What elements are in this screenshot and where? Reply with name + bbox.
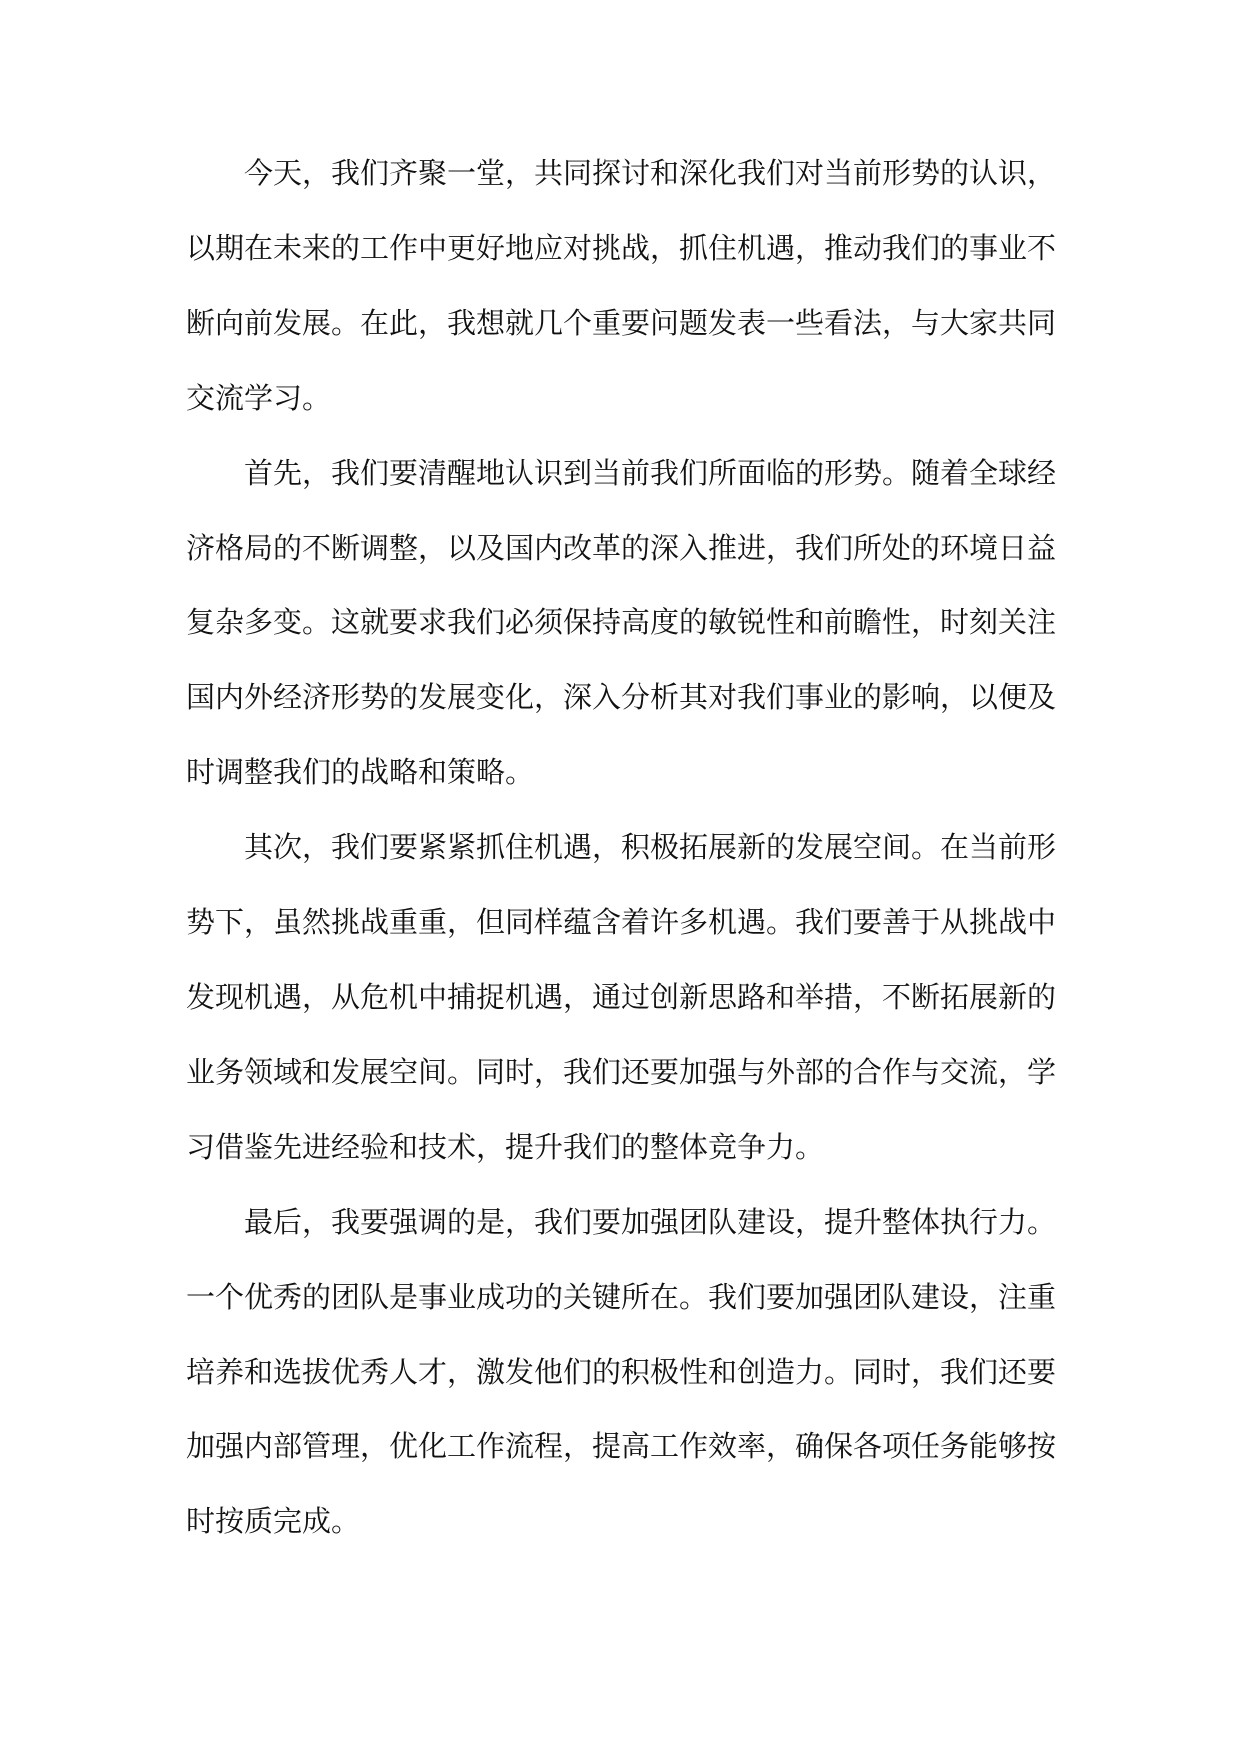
paragraph-opening: 今天，我们齐聚一堂，共同探讨和深化我们对当前形势的认识，以期在未来的工作中更好地应对挑战，抓住机遇，推动我们的事业不断向前发展。在此，我想就几个重要问题发表一些看法，与大家共同交流学习。 (186, 156, 1057, 415)
document-body (186, 136, 1056, 1559)
paragraph-final-point: 最后，我要强调的是，我们要加强团队建设，提升整体执行力。一个优秀的团队是事业成功的关键所在。我们要加强团队建设，注重培养和选拔优秀人才，激发他们的积极性和创造力。同时，我们还要加强内部管理，优化工作流程，提高工作效率，确保各项任务能够按时按质完成。 (186, 1204, 1057, 1539)
paragraph-first-point: 首先，我们要清醒地认识到当前我们所面临的形势。随着全球经济格局的不断调整，以及国内改革的深入推进，我们所处的环境日益复杂多变。这就要求我们必须保持高度的敏锐性和前瞻性，时刻关注国内外经济形势的发展变化，深入分析其对我们事业的影响，以便及时调整我们的战略和策略。 (186, 455, 1057, 790)
paragraph-second-point: 其次，我们要紧紧抓住机遇，积极拓展新的发展空间。在当前形势下，虽然挑战重重，但同样蕴含着许多机遇。我们要善于从挑战中发现机遇，从危机中捕捉机遇，通过创新思路和举措，不断拓展新的业务领域和发展空间。同时，我们还要加强与外部的合作与交流，学习借鉴先进经验和技术，提升我们的整体竞争力。 (186, 830, 1057, 1164)
